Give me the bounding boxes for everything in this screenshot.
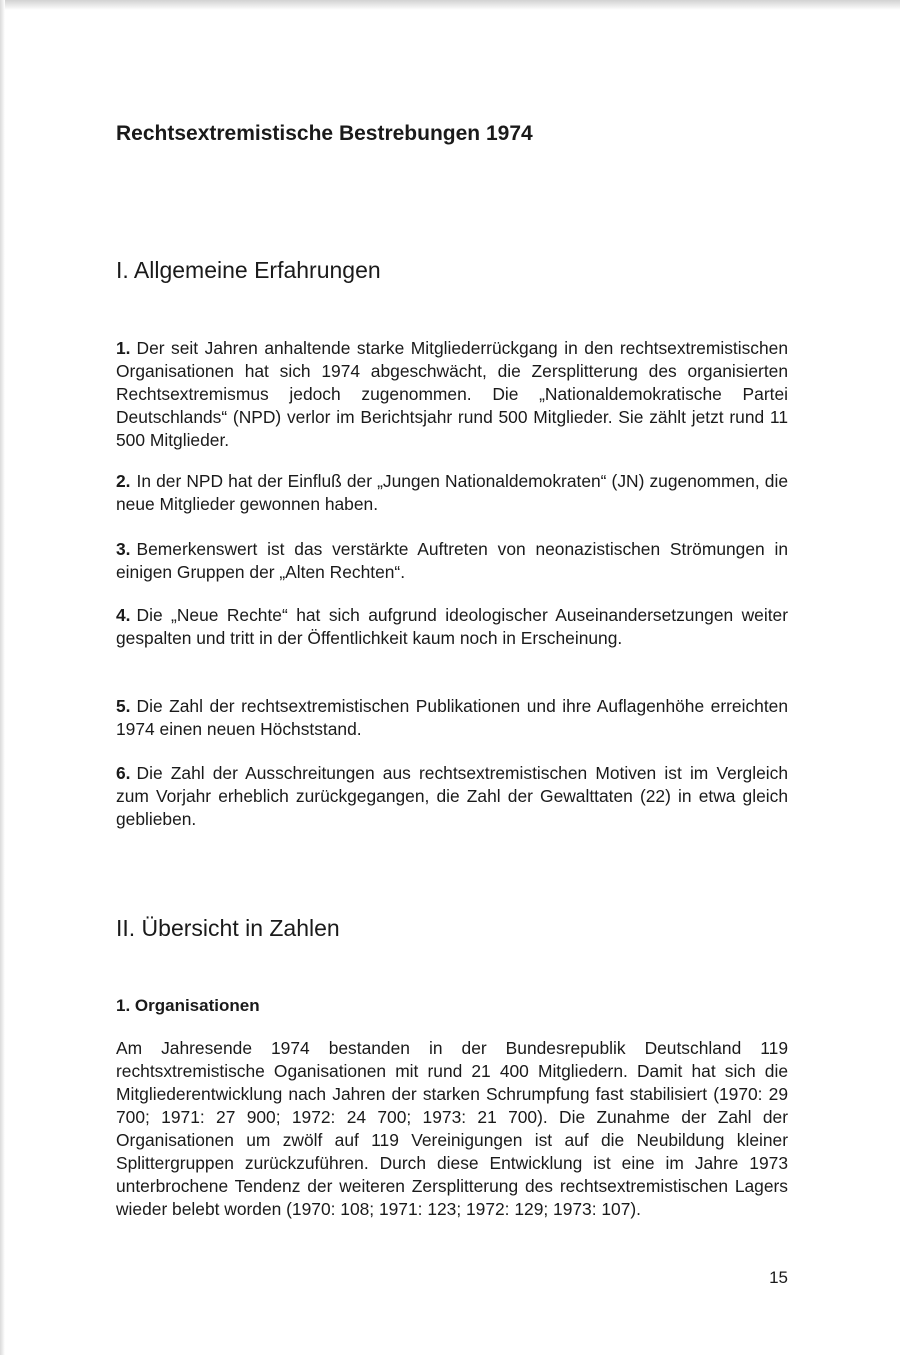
scan-edge-top (0, 0, 900, 10)
paragraph-number: 2. (116, 471, 131, 491)
paragraph-text: In der NPD hat der Einfluß der „Jungen Nationaldemokraten“ (JN) zugenommen, die neue Mitglieder gewonnen haben. (116, 471, 788, 514)
scan-edge-left (0, 0, 5, 1355)
subsection-heading-organisationen: 1. Organisationen (116, 996, 260, 1015)
paragraph-number: 1. (116, 338, 131, 358)
numbered-paragraph (116, 538, 788, 584)
paragraph-text: Bemerkenswert ist das verstärkte Auftreten von neonazistischen Strömungen in einigen Gruppen der „Alten Rechten“. (116, 539, 788, 582)
numbered-paragraph (116, 470, 788, 516)
numbered-paragraph (116, 337, 788, 452)
paragraph-number: 6. (116, 763, 131, 783)
paragraph-number: 5. (116, 696, 131, 716)
section-heading-uebersicht-in-zahlen: II. Übersicht in Zahlen (116, 915, 340, 941)
numbered-paragraph (116, 604, 788, 650)
paragraph-text: Die „Neue Rechte“ hat sich aufgrund ideologischer Auseinandersetzungen weiter gespalten und tritt in der Öffentlichkeit kaum noch in Erscheinung. (116, 605, 788, 648)
paragraph-text: Die Zahl der Ausschreitungen aus rechtsextremistischen Motiven ist im Vergleich zum Vorjahr erheblich zurückgegangen, die Zahl der Gewalttaten (22) in etwa gleich geblieben. (116, 763, 788, 829)
body-paragraph: Am Jahresende 1974 bestanden in der Bundesrepublik Deutschland 119 rechtsxtremistische Oganisationen mit rund 21 400 Mitgliedern. Damit hat sich die Mitgliederentwicklung nach Jahren der starken Schrumpfung fast stabilisiert (1970: 29 700; 1971: 27 900; 1972: 24 700; 1973: 21 700). Die Zunahme der Zahl der Organisationen um zwölf auf 119 Vereinigungen ist auf die Neubildung kleiner Splittergruppen zurückzuführen. Durch diese Entwicklung ist eine im Jahre 1973 unterbrochene Tendenz der weiteren Zersplitterung des rechtsextremistischen Lagers wieder belebt worden (1970: 108; 1971: 123; 1972: 129; 1973: 107). (116, 1038, 788, 1219)
numbered-paragraph (116, 762, 788, 831)
paragraph-text: Die Zahl der rechtsextremistischen Publikationen und ihre Auflagenhöhe erreichten 1974 einen neuen Höchststand. (116, 696, 788, 739)
paragraph-text: Der seit Jahren anhaltende starke Mitgliederrückgang in den rechtsextremistischen Organisationen hat sich 1974 abgeschwächt, die Zersplitterung des organisierten Rechtsextremismus jedoch zugenommen. Die „Nationaldemokratische Partei Deutschlands“ (NPD) verlor im Berichtsjahr rund 500 Mitglieder. Sie zählt jetzt rund 11 500 Mitglieder. (116, 338, 788, 450)
paragraph-number: 4. (116, 605, 131, 625)
document-title: Rechtsextremistische Bestrebungen 1974 (116, 122, 533, 145)
section-heading-allgemeine-erfahrungen: I. Allgemeine Erfahrungen (116, 257, 381, 283)
paragraph-number: 3. (116, 539, 131, 559)
page-number: 15 (769, 1268, 788, 1287)
numbered-paragraph (116, 695, 788, 741)
